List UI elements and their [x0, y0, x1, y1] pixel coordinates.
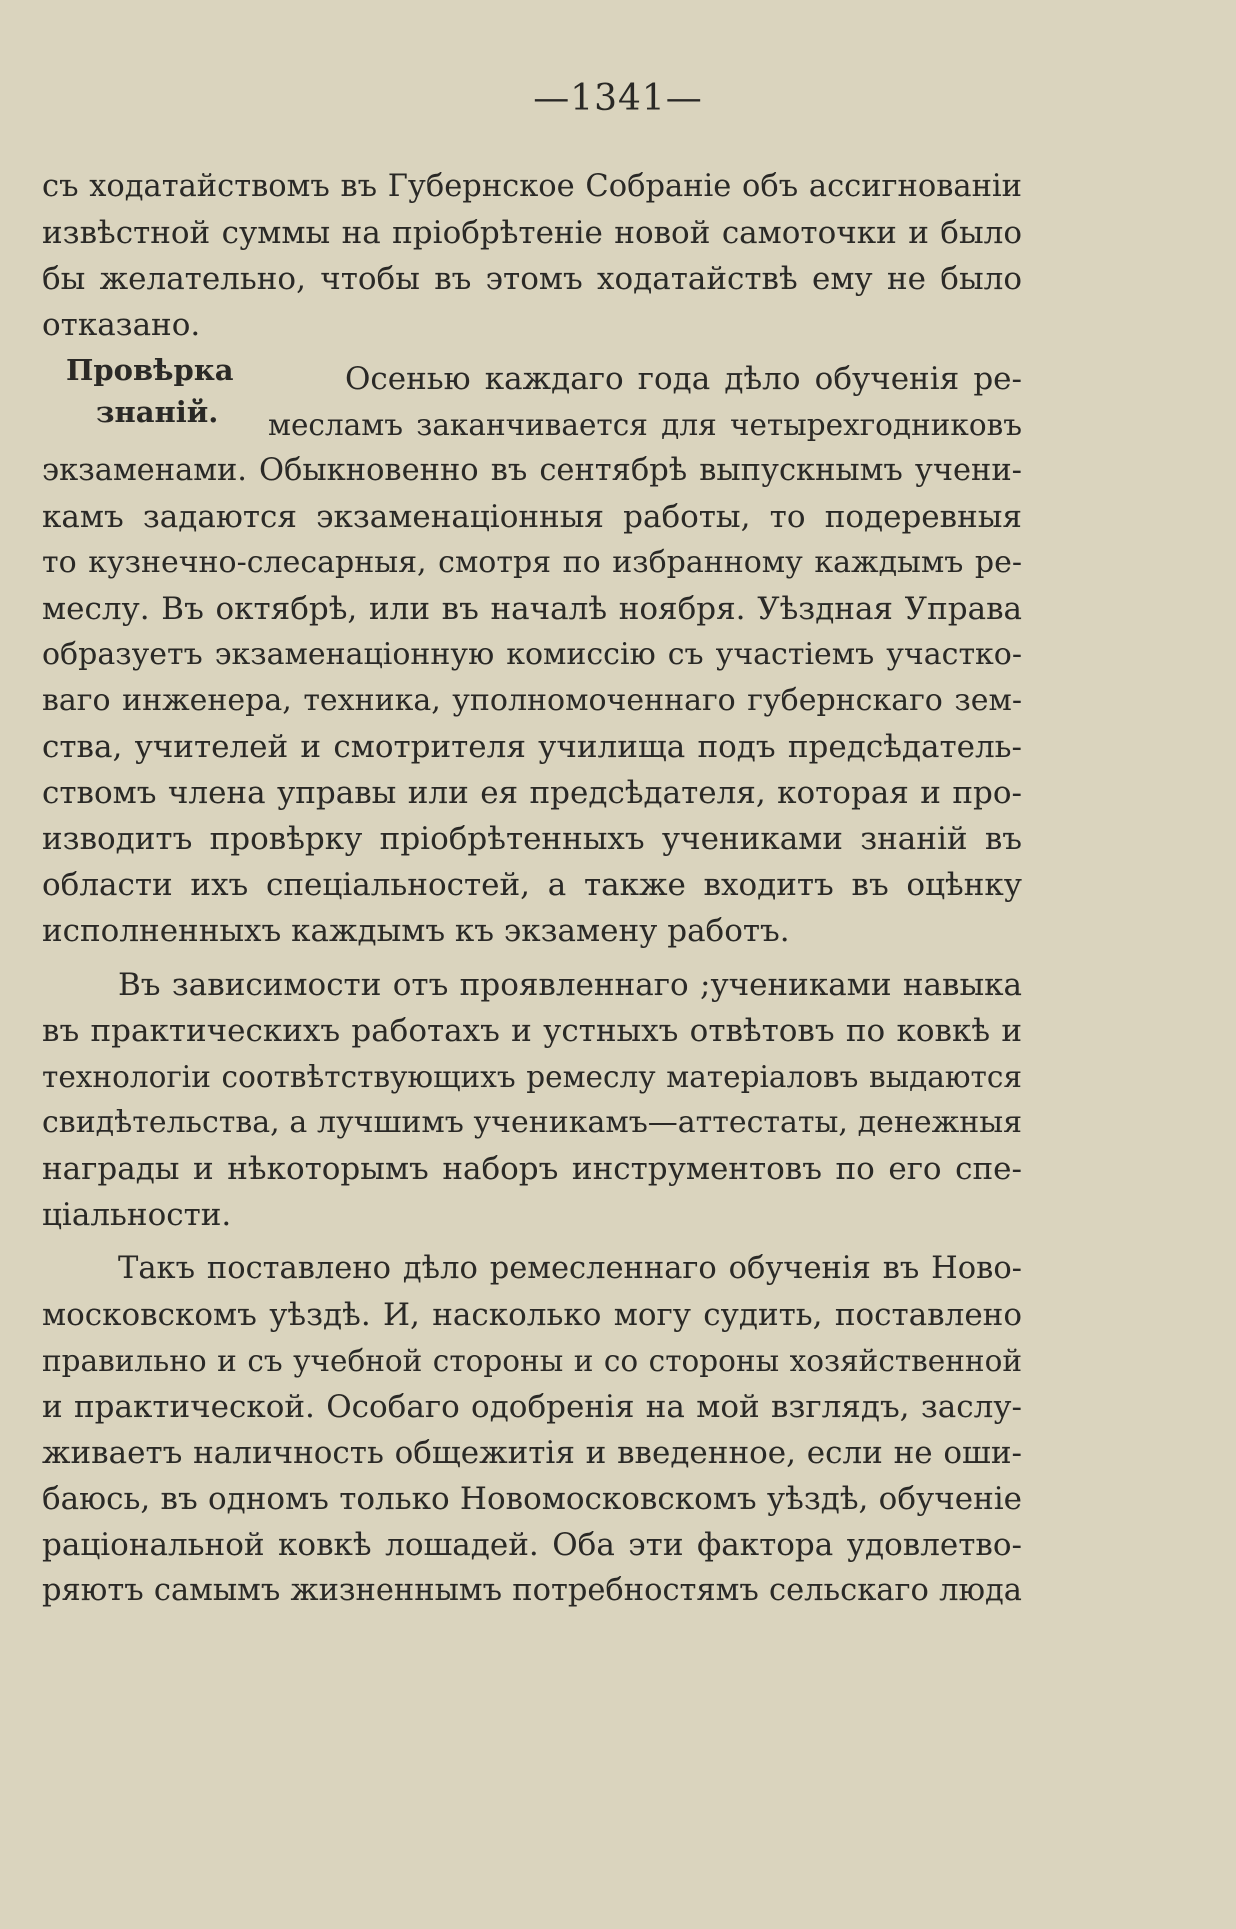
text-line: меслу. Въ октябрѣ, или въ началѣ ноября. Уѣздная Управа — [42, 591, 1022, 627]
text-line: живаетъ наличность общежитія и введенное, если не оши- — [42, 1435, 1022, 1471]
text-line: правильно и съ учебной стороны и со стороны хозяйственной — [42, 1344, 1022, 1378]
text-line: раціональной ковкѣ лошадей. Оба эти фактора удовлетво- — [42, 1527, 1022, 1563]
text-line: московскомъ уѣздѣ. И, насколько могу судить, поставлено — [42, 1297, 1022, 1333]
text-line: исполненныхъ каждымъ къ экзамену работъ. — [42, 913, 790, 949]
text-line: Въ зависимости отъ проявленнаго ;учениками навыка — [118, 967, 1022, 1003]
text-line: отказано. — [42, 307, 201, 343]
text-line: ствомъ члена управы или ея предсѣдателя, которая и про- — [42, 775, 1022, 811]
side-heading-line2: знаній. — [96, 395, 219, 429]
text-line: съ ходатайствомъ въ Губернское Собраніе объ ассигнованіи — [42, 169, 1022, 204]
text-line: то кузнечно-слесарныя, смотря по избранному каждымъ ре- — [42, 545, 1022, 580]
text-line: изводитъ провѣрку пріобрѣтенныхъ учениками знаній въ — [42, 821, 1022, 857]
text-line: свидѣтельства, а лучшимъ ученикамъ—аттестаты, денежныя — [42, 1105, 1022, 1140]
text-line: месламъ заканчивается для четырехгодниковъ — [268, 408, 1022, 442]
text-line: области ихъ спеціальностей, а также входитъ въ оцѣнку — [42, 867, 1022, 903]
text-line: Такъ поставлено дѣло ремесленнаго обученія въ Ново- — [118, 1251, 1022, 1286]
text-line: ціальности. — [42, 1197, 232, 1233]
text-line: экзаменами. Обыкновенно въ сентябрѣ выпускнымъ учени- — [42, 453, 1022, 488]
text-line: образуетъ экзаменаціонную комиссію съ участіемъ участко- — [42, 637, 1022, 672]
text-line: награды и нѣкоторымъ наборъ инструментовъ по его спе- — [42, 1151, 1022, 1187]
side-heading-line1: Провѣрка — [66, 353, 234, 387]
text-line: камъ задаются экзаменаціонныя работы, то подеревныя — [42, 499, 1022, 535]
text-line: въ практическихъ работахъ и устныхъ отвѣтовъ по ковкѣ и — [42, 1013, 1022, 1049]
text-line: извѣстной суммы на пріобрѣтеніе новой самоточки и было — [42, 215, 1022, 251]
text-line: ваго инженера, техника, уполномоченнаго губернскаго зем- — [42, 683, 1022, 718]
text-line: технологіи соотвѣтствующихъ ремеслу матеріаловъ выдаются — [42, 1060, 1022, 1094]
page-number: —1341— — [533, 78, 703, 119]
text-line: ряютъ самымъ жизненнымъ потребностямъ сельскаго люда — [42, 1573, 1022, 1608]
text-line: бы желательно, чтобы въ этомъ ходатайствѣ ему не было — [42, 261, 1022, 297]
text-line: Осенью каждаго года дѣло обученія ре- — [345, 361, 1022, 397]
text-line: баюсь, въ одномъ только Новомосковскомъ уѣздѣ, обученіе — [42, 1481, 1022, 1517]
text-line: ства, учителей и смотрителя училища подъ предсѣдатель- — [42, 729, 1022, 765]
text-line: и практической. Особаго одобренія на мой взглядъ, заслу- — [42, 1389, 1022, 1425]
